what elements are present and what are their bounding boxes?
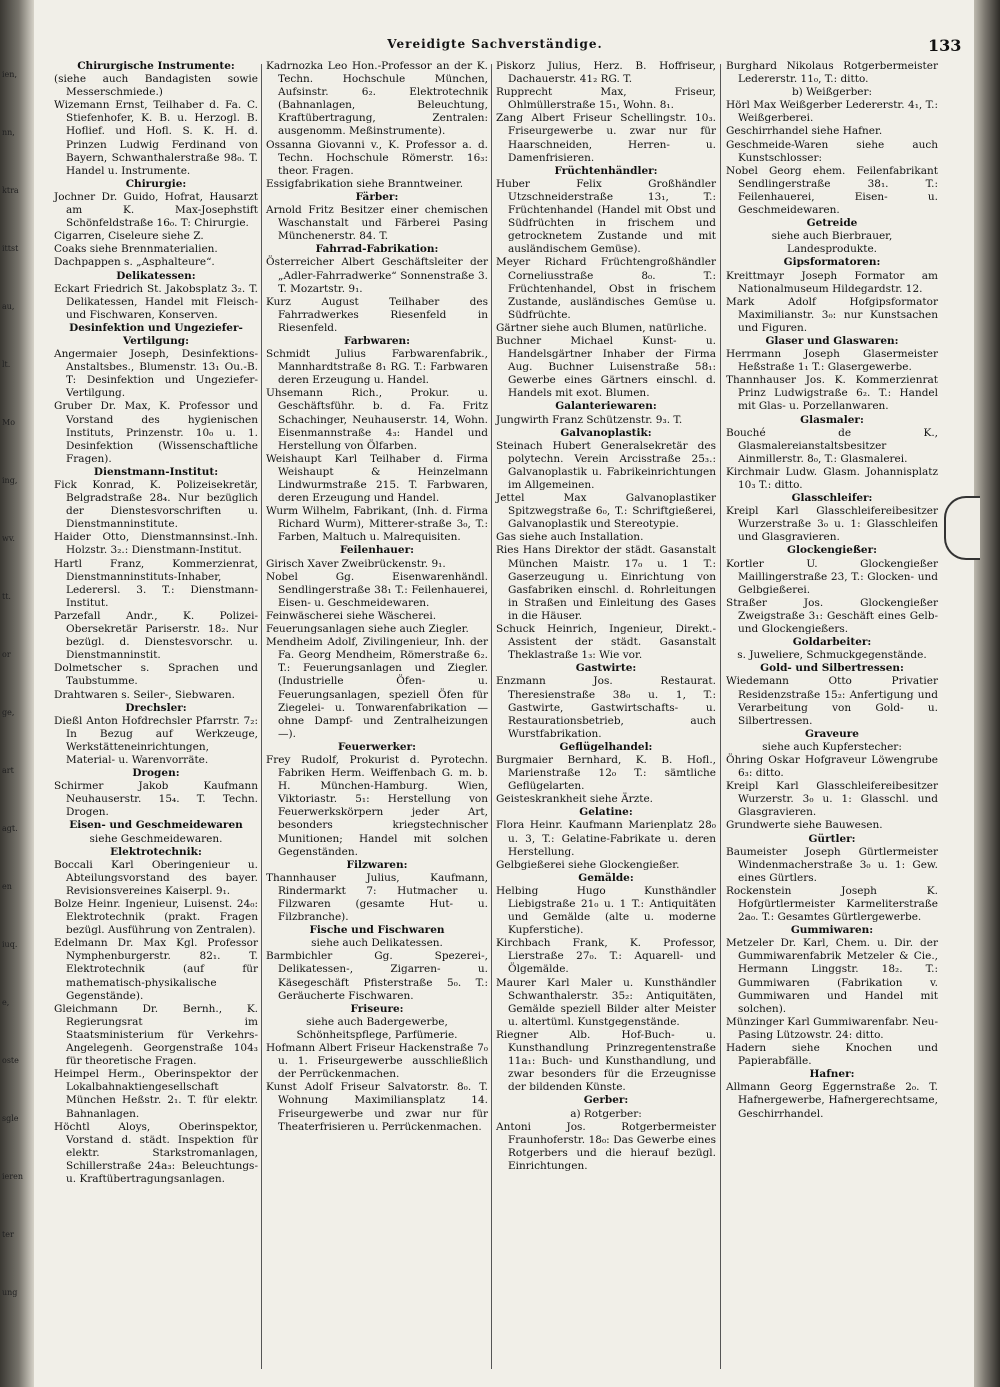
directory-entry: Coaks siehe Brennmaterialien. bbox=[54, 243, 218, 256]
directory-entry: Enzmann Jos. Restaurat. Theresienstraße 38₀ u. 1, T.: Gastwirte, Gastwirtschafts- u. Restaurationsbetrieb, auch Wurstfabrikation. bbox=[496, 675, 716, 740]
adjacent-page-fragment: ien, bbox=[2, 70, 17, 79]
adjacent-page-fragment: oste bbox=[2, 1056, 19, 1065]
directory-entry: Geschmeide-Waren siehe auch Kunstschlosser: bbox=[726, 138, 938, 164]
directory-entry: Jungwirth Franz Schützenstr. 9₃. T. bbox=[496, 413, 683, 426]
directory-entry: Hartl Franz, Kommerzienrat, Dienstmanninstituts-Inhaber, Lederersl. 3. T.: Dienstmann-Institut. bbox=[54, 557, 258, 609]
directory-entry: Meyer Richard Früchtengroßhändler Corneliusstraße 8₀. T.: Früchtenhandel, Obst in frischem Zustande, ausländisches Gemüse u. Südfrüchte. bbox=[496, 256, 716, 321]
directory-entry: Baumeister Joseph Gürtlermeister Windenmacherstraße 3₀ u. 1: Gew. eines Gürtlers. bbox=[726, 845, 938, 884]
section-heading: Färber: bbox=[355, 190, 399, 203]
directory-entry: Burghard Nikolaus Rotgerbermeister Ledererstr. 11₀, T.: ditto. bbox=[726, 60, 938, 86]
directory-entry: Burgmaier Bernhard, K. B. Hofl., Marienstraße 12₀ T.: sämtliche Geflügelarten. bbox=[496, 753, 716, 793]
directory-entry: Öhring Oskar Hofgraveur Löwengrube 6₃: ditto. bbox=[726, 753, 938, 780]
directory-entry: Edelmann Dr. Max Kgl. Professor Nymphenburgerstr. 82₁. T. Elektrotechnik (auf für mathematisch-physikalische Gegenstände). bbox=[54, 937, 258, 1002]
adjacent-page-edge-left bbox=[0, 0, 34, 1387]
adjacent-page-fragment: en bbox=[2, 882, 12, 891]
directory-entry: Dolmetscher s. Sprachen und Taubstumme. bbox=[54, 662, 258, 688]
directory-entry: Parzefall Andr., K. Polizei-Obersekretär Pariserstr. 18₂. Nur bezügl. d. Dienstesvorschr. u. Dienstmanninstit. bbox=[54, 609, 258, 662]
section-heading: Fahrrad-Fabrikation: bbox=[315, 243, 439, 256]
directory-entry: Boccali Karl Oberingenieur u. Abteilungsvorstand des bayer. Revisionsvereines Kaiserpl. 9₁. bbox=[54, 858, 258, 897]
page-number: 133 bbox=[928, 36, 962, 55]
column-4 bbox=[726, 60, 938, 1121]
directory-entry: Straßer Jos. Glockengießer Zweigstraße 3₁: Geschäft eines Gelb- und Glockengießers. bbox=[726, 596, 938, 636]
directory-entry: Allmann Georg Eggernstraße 2₀. T. Hafnergewerbe, Hafnergerechtsame, Geschirrhandel. bbox=[726, 1081, 938, 1120]
section-heading: Galvanoplastik: bbox=[560, 426, 652, 439]
directory-entry: Kadrnozka Leo Hon.-Professor an der K. Techn. Hochschule München, Aufsinstr. 6₂. Elektrotechnik (Bahnanlagen, Beleuchtung, Kraftübertragung, Zentralen: ausgenomm. Meßinstrumente). bbox=[266, 60, 488, 138]
directory-entry: Weishaupt Karl Teilhaber d. Firma Weishaupt & Heinzelmann Lindwurmstraße 215. T. Farbwaren, deren Erzeugung und Handel. bbox=[266, 452, 488, 505]
directory-entry: Frey Rudolf, Prokurist d. Pyrotechn. Fabriken Herm. Weiffenbach G. m. b. H. München-Hamburg. Wien, Viktoriastr. 5₁: Herstellung von Feuerwerkskörpern jeder Art, besonders kriegstechnischer Munitionen; Handel mit solchen Gegenständen. bbox=[266, 753, 488, 858]
adjacent-page-fragment: nn, bbox=[2, 128, 15, 137]
directory-entry: Bolze Heinr. Ingenieur, Luisenst. 24₀: Elektrotechnik (prakt. Fragen bezügl. Ausführung von Zentralen). bbox=[54, 898, 258, 937]
directory-entry: Feinwäscherei siehe Wäscherei. bbox=[266, 609, 437, 622]
directory-entry: Münzinger Karl Gummiwarenfabr. Neu-Pasing Lützowstr. 24: ditto. bbox=[726, 1015, 938, 1041]
directory-entry: Herrmann Joseph Glasermeister Heßstraße 1₁ T.: Glasergewerbe. bbox=[726, 348, 938, 374]
directory-entry: Piskorz Julius, Herz. B. Hoffriseur, Dachauerstr. 41₂ RG. T. bbox=[496, 60, 716, 86]
adjacent-page-fragment: agt. bbox=[2, 824, 18, 833]
directory-entry: Eckart Friedrich St. Jakobsplatz 3₂. T. Delikatessen, Handel mit Fleisch- und Fischwaren, Konserven. bbox=[54, 282, 258, 321]
adjacent-page-fragment: ittst bbox=[2, 244, 19, 253]
directory-entry: Arnold Fritz Besitzer einer chemischen Waschanstalt und Färberei Pasing Münchenerstr. 84. T. bbox=[266, 204, 488, 243]
directory-entry: Ossanna Giovanni v., K. Professor a. d. Techn. Hochschule Römerstr. 16₃: theor. Fragen. bbox=[266, 138, 488, 177]
directory-entry: Höchtl Aloys, Oberinspektor, Vorstand d. städt. Inspektion für elektr. Starkstromanlagen, Schillerstraße 24a₃: Beleuchtungs- u. Kraftübertragungsanlagen. bbox=[54, 1120, 258, 1185]
directory-entry: Steinach Hubert Generalsekretär des polytechn. Verein Arcisstraße 25₃.: Galvanoplastik u. Fabrikeinrichtungen im Allgemeinen. bbox=[496, 439, 716, 491]
section-heading: Filzwaren: bbox=[346, 858, 408, 871]
directory-entry: Kunst Adolf Friseur Salvatorstr. 8₀. T. Wohnung Maximiliansplatz 14. Friseurgewerbe und zwar nur für Theaterfrisieren u. Perrückenmachen. bbox=[266, 1081, 488, 1133]
directory-entry: Geisteskrankheit siehe Ärzte. bbox=[496, 793, 654, 806]
section-heading: Gastwirte: bbox=[575, 662, 637, 675]
section-heading: Glasmaler: bbox=[800, 413, 864, 426]
adjacent-page-fragment: ieren bbox=[2, 1172, 24, 1181]
adjacent-page-fragment: ing, bbox=[2, 476, 18, 485]
section-heading: Gelatine: bbox=[579, 806, 633, 819]
column-3 bbox=[496, 60, 716, 1173]
section-heading: Delikatessen: bbox=[116, 269, 196, 282]
directory-entry: Kortler U. Glockengießer Maillingerstraße 23, T.: Glocken- und Gelbgießerei. bbox=[726, 557, 938, 596]
directory-entry: Wiedemann Otto Privatier Residenzstraße 15₂: Anfertigung und Verarbeitung von Gold- u. Silbertressen. bbox=[726, 675, 938, 727]
directory-entry: Wizemann Ernst, Teilhaber d. Fa. C. Stiefenhofer, K. B. u. Herzogl. B. Hoflief. und Hofl. S. K. H. d. Prinzen Ludwig Ferdinand von Bayern, Schwanthalerstraße 98₀. T. Handel u. Instrumente. bbox=[54, 99, 258, 177]
directory-entry: (siehe auch Bandagisten sowie Messerschmiede.) bbox=[54, 73, 258, 99]
adjacent-page-fragment: wv. bbox=[2, 534, 15, 543]
adjacent-page-fragment: art bbox=[2, 766, 14, 775]
section-heading: Gerber: bbox=[583, 1094, 629, 1107]
cross-reference: siehe auch Bierbrauer, Landesprodukte. bbox=[771, 230, 893, 256]
directory-entry: Gelbgießerei siehe Glockengießer. bbox=[496, 858, 680, 871]
directory-entry: Buchner Michael Kunst- u. Handelsgärtner Inhaber der Firma Aug. Buchner Luisenstraße 58₁: Gewerbe eines Gärtners einschl. d. Handels mit exot. Blumen. bbox=[496, 334, 716, 400]
section-heading: Chirurgie: bbox=[125, 177, 187, 190]
directory-entry: Metzeler Dr. Karl, Chem. u. Dir. der Gummiwarenfabrik Metzeler & Cie., Hermann Linggstr. 18₂. T.: Gummiwaren (Fabrikation v. Gummiwaren und Handel mit solchen). bbox=[726, 937, 938, 1015]
adjacent-page-fragment: tt. bbox=[2, 592, 11, 601]
directory-entry: Kirchbach Frank, K. Professor, Lierstraße 27₀. T.: Aquarell- und Ölgemälde. bbox=[496, 937, 716, 976]
directory-entry: Dachpappen s. „Asphalteure“. bbox=[54, 256, 215, 269]
directory-entry: Österreicher Albert Geschäftsleiter der „Adler-Fahrradwerke“ Sonnenstraße 3. T. Mozartstr. 9₁. bbox=[266, 256, 488, 295]
directory-entry: Heimpel Herm., Oberinspektor der Lokalbahnaktiengesellschaft München Heßstr. 2₁. T. für elektr. Bahnanlagen. bbox=[54, 1068, 258, 1120]
section-heading: Chirurgische Instrumente: bbox=[77, 60, 235, 72]
section-heading: Feilenhauer: bbox=[339, 544, 414, 557]
directory-entry: Ries Hans Direktor der städt. Gasanstalt München Maistr. 17₀ u. 1 T.: Gaserzeugung u. Einrichtung von Gasfabriken einschl. d. Rohrleitungen in Straßen und Einleitung des Gases in die Häuser. bbox=[496, 544, 716, 622]
directory-entry: Riegner Alb. Hof-Buch- u. Kunsthandlung Prinzregentenstraße 11a₁: Buch- und Kunsthandlung, und zwar besonders für die Erzeugnisse der bildenden Künste. bbox=[496, 1028, 716, 1094]
directory-entry: Gas siehe auch Installation. bbox=[496, 531, 644, 544]
cross-reference: siehe auch Badergewerbe, Schönheitspflege, Parfümerie. bbox=[296, 1015, 458, 1041]
directory-entry: Essigfabrikation siehe Branntweiner. bbox=[266, 177, 464, 190]
column-rule-2 bbox=[491, 64, 492, 1369]
directory-entry: Gärtner siehe auch Blumen, natürliche. bbox=[496, 321, 707, 334]
directory-entry: Thannhauser Julius, Kaufmann, Rindermarkt 7: Hutmacher u. Filzwaren (gesamte Hut- u. Filzbranche). bbox=[266, 871, 488, 924]
directory-entry: Jochner Dr. Guido, Hofrat, Hausarzt am K. Max-Josephstift Schönfeldstraße 16₀. T: Chirurgie. bbox=[54, 190, 258, 230]
directory-entry: Rockenstein Joseph K. Hofgürtlermeister Karmeliterstraße 2a₀. T.: Gesamtes Gürtlergewerbe. bbox=[726, 884, 938, 924]
section-heading: Galanteriewaren: bbox=[555, 400, 657, 413]
section-heading: Getreide bbox=[806, 217, 858, 230]
directory-entry: Nobel Georg ehem. Feilenfabrikant Sendlingerstraße 38₁. T.: Feilenhauerei, Eisen- u. Geschmeidewaren. bbox=[726, 164, 938, 217]
section-heading: Früchtenhändler: bbox=[554, 164, 658, 177]
directory-entry: Rupprecht Max, Friseur, Ohlmüllerstraße 15₁, Wohn. 8₁. bbox=[496, 86, 716, 112]
directory-entry: Drahtwaren s. Seiler-, Siebwaren. bbox=[54, 688, 235, 701]
section-heading: Dienstmann-Institut: bbox=[93, 465, 219, 478]
directory-entry: Kreipl Karl Glasschleifereibesitzer Wurzerstraße 3₀ u. 1: Glasschleifen und Glasgravieren. bbox=[726, 505, 938, 544]
directory-entry: Gruber Dr. Max, K. Professor und Vorstand des hygienischen Instituts, Prinzenstr. 10₀ u. 1. Desinfektion (Wissenschaftliche Fragen). bbox=[54, 400, 258, 465]
directory-entry: Feuerungsanlagen siehe auch Ziegler. bbox=[266, 623, 469, 636]
section-heading: Drogen: bbox=[132, 767, 180, 780]
section-heading: Desinfektion und Ungeziefer-Vertilgung: bbox=[69, 321, 243, 347]
section-heading: Friseure: bbox=[350, 1002, 404, 1015]
adjacent-page-fragment: e, bbox=[2, 998, 10, 1007]
directory-entry: Kurz August Teilhaber des Fahrradwerkes Riesenfeld in Riesenfeld. bbox=[266, 295, 488, 334]
directory-entry: Schuck Heinrich, Ingenieur, Direkt.-Assistent der städt. Gasanstalt Theklastraße 1₃: Wie vor. bbox=[496, 623, 716, 662]
adjacent-page-fragment: ktra bbox=[2, 186, 19, 195]
cross-reference: siehe auch Kupferstecher: bbox=[762, 740, 902, 753]
cross-reference: siehe auch Delikatessen. bbox=[311, 937, 443, 950]
section-heading: Gold- und Silbertressen: bbox=[760, 662, 904, 675]
section-heading: Drechsler: bbox=[125, 701, 187, 714]
cross-reference: b) Weißgerber: bbox=[791, 86, 873, 99]
directory-entry: Haider Otto, Dienstmannsinst.-Inh. Holzstr. 3₂.: Dienstmann-Institut. bbox=[54, 531, 258, 557]
section-heading: Elektrotechnik: bbox=[110, 845, 202, 858]
directory-entry: Huber Felix Großhändler Utzschneiderstraße 13₁, T.: Früchtenhandel (Handel mit Obst und Südfrüchten in frischem und getrocknetem Zustande und mit ausländischem Gemüse). bbox=[496, 177, 716, 256]
directory-entry: Schmidt Julius Farbwarenfabrik., Mannhardtstraße 8₁ RG. T.: Farbwaren deren Erzeugung u. Handel. bbox=[266, 348, 488, 387]
directory-entry: Hörl Max Weißgerber Ledererstr. 4₁, T.: Weißgerberei. bbox=[726, 99, 938, 125]
adjacent-page-fragment: iuq. bbox=[2, 940, 18, 949]
directory-entry: Schirmer Jakob Kaufmann Neuhauserstr. 15₄. T. Techn. Drogen. bbox=[54, 780, 258, 819]
adjacent-page-fragment: or bbox=[2, 650, 11, 659]
directory-entry: Barmbichler Gg. Spezerei-, Delikatessen-, Zigarren- u. Käsegeschäft Pfisterstraße 5₀. T.: Geräucherte Fischwaren. bbox=[266, 950, 488, 1002]
directory-entry: Hofmann Albert Friseur Hackenstraße 7₀ u. 1. Friseurgewerbe ausschließlich der Perrückenmachen. bbox=[266, 1042, 488, 1081]
directory-entry: Girisch Xaver Zweibrückenstr. 9₁. bbox=[266, 557, 446, 570]
cross-reference: s. Juweliere, Schmuckgegenstände. bbox=[737, 649, 927, 662]
section-heading: Fische und Fischwaren bbox=[309, 924, 445, 937]
directory-entry: Fick Konrad, K. Polizeisekretär, Belgradstraße 28₄. Nur bezüglich der Dienstesvorschriften u. Dienstmanninstitute. bbox=[54, 479, 258, 531]
directory-entry: Angermaier Joseph, Desinfektions-Anstaltsbes., Blumenstr. 13₁ Ou.-B. T: Desinfektion und Ungeziefer-Vertilgung. bbox=[54, 348, 258, 400]
column-rule-3 bbox=[720, 64, 721, 1369]
section-heading: Geflügelhandel: bbox=[559, 740, 653, 753]
directory-entry: Wurm Wilhelm, Fabrikant, (Inh. d. Firma Richard Wurm), Mitterer-straße 3₀, T.: Farben, Maltuch u. Malrequisiten. bbox=[266, 505, 488, 544]
adjacent-page-fragment: au, bbox=[2, 302, 15, 311]
adjacent-page-fragment: sgle bbox=[2, 1114, 19, 1123]
section-heading: Glaser und Glaswaren: bbox=[765, 334, 899, 347]
adjacent-page-fragment: Mo bbox=[2, 418, 16, 427]
directory-entry: Jettel Max Galvanoplastiker Spitzwegstraße 6₀, T.: Schriftgießerei, Galvanoplastik und Stereotypie. bbox=[496, 492, 716, 531]
directory-entry: Maurer Karl Maler u. Kunsthändler Schwanthalerstr. 35₂: Antiquitäten, Gemälde speziell Bilder alter Meister u. altertüml. Kunstgegenstände. bbox=[496, 976, 716, 1028]
directory-entry: Nobel Gg. Eisenwarenhändl. Sendlingerstraße 38₁ T.: Feilenhauerei, Eisen- u. Geschmeidewaren. bbox=[266, 570, 488, 609]
directory-entry: Antoni Jos. Rotgerbermeister Fraunhoferstr. 18₀: Das Gewerbe eines Rotgerbers und die hierauf bezügl. Einrichtungen. bbox=[496, 1120, 716, 1172]
thumb-index-tab bbox=[944, 496, 980, 560]
section-heading: Goldarbeiter: bbox=[792, 636, 872, 649]
directory-entry: Mendheim Adolf, Zivilingenieur, Inh. der Fa. Georg Mendheim, Römerstraße 6₂. T.: Feuerungsanlagen und Ziegler. (Industrielle Öfen- u. Feuerungsanlagen, speziell Öfen für Ziegelei- u. Tonwarenfabrikation — ohne Dampf- und Zentralheizungen —). bbox=[266, 636, 488, 740]
directory-entry: Bouché de K., Glasmalereianstaltsbesitzer Ainmillerstr. 8₀, T.: Glasmalerei. bbox=[726, 426, 938, 465]
adjacent-page-fragment: ge, bbox=[2, 708, 15, 717]
directory-entry: Mark Adolf Hofgipsformator Maximilianstr. 3₀: nur Kunstsachen und Figuren. bbox=[726, 295, 938, 334]
directory-entry: Kreittmayr Joseph Formator am Nationalmuseum Hildegardstr. 12. bbox=[726, 269, 938, 295]
directory-entry: Dießl Anton Hofdrechsler Pfarrstr. 7₂: In Bezug auf Werkzeuge, Werkstätteneinrichtungen, Material- u. Warenvorräte. bbox=[54, 714, 258, 766]
directory-entry: Zang Albert Friseur Schellingstr. 10₃. Friseurgewerbe u. zwar nur für Haarschneiden, Herren- u. Damenfrisieren. bbox=[496, 112, 716, 164]
adjacent-page-fragment: ung bbox=[2, 1288, 18, 1297]
column-2 bbox=[266, 60, 488, 1134]
section-heading: Gummiwaren: bbox=[790, 924, 874, 937]
section-heading: Gürtler: bbox=[808, 832, 856, 845]
section-heading: Gipsformatoren: bbox=[783, 256, 881, 269]
directory-entry: Flora Heinr. Kaufmann Marienplatz 28₀ u. 3, T.: Gelatine-Fabrikate u. deren Herstellung. bbox=[496, 819, 716, 858]
directory-entry: Uhsemann Rich., Prokur. u. Geschäftsführ. b. d. Fa. Fritz Schachinger, Neuhauserstr. 14, Wohn. Eisenmannstraße 4₃: Handel und Herstellung von Ölfarben. bbox=[266, 387, 488, 452]
cross-reference: siehe Geschmeidewaren. bbox=[89, 832, 223, 845]
directory-entry: Hadern siehe Knochen und Papierabfälle. bbox=[726, 1042, 938, 1068]
section-heading: Hafner: bbox=[809, 1068, 855, 1081]
directory-entry: Cigarren, Ciseleure siehe Z. bbox=[54, 230, 204, 243]
adjacent-page-fragment: ter bbox=[2, 1230, 14, 1239]
directory-entry: Grundwerte siehe Bauwesen. bbox=[726, 819, 883, 832]
directory-entry: Thannhauser Jos. K. Kommerzienrat Prinz Ludwigstraße 6₂. T.: Handel mit Glas- u. Porzellanwaren. bbox=[726, 374, 938, 413]
cross-reference: a) Rotgerber: bbox=[570, 1107, 642, 1120]
directory-entry: Kirchmair Ludw. Glasm. Johannisplatz 10₃ T.: ditto. bbox=[726, 465, 938, 491]
section-heading: Glasschleifer: bbox=[791, 492, 873, 505]
directory-entry: Gleichmann Dr. Bernh., K. Regierungsrat im Staatsministerium für Verkehrs-Angelegenh. Georgenstraße 104₃ für theoretische Fragen. bbox=[54, 1002, 258, 1068]
section-heading: Feuerwerker: bbox=[337, 740, 417, 753]
section-heading: Gemälde: bbox=[578, 871, 634, 884]
adjacent-page-fragment: lt. bbox=[2, 360, 11, 369]
book-edge-right bbox=[974, 0, 1000, 1387]
running-title: Vereidigte Sachverständige. bbox=[387, 37, 603, 51]
section-heading: Graveure bbox=[805, 727, 859, 740]
section-heading: Eisen- und Geschmeidewaren bbox=[69, 819, 243, 832]
column-rule-1 bbox=[261, 64, 262, 1369]
directory-entry: Kreipl Karl Glasschleifereibesitzer Wurzerstr. 3₀ u. 1: Glasschl. und Glasgravieren. bbox=[726, 780, 938, 819]
section-heading: Glockengießer: bbox=[786, 544, 878, 557]
section-heading: Farbwaren: bbox=[343, 334, 411, 347]
directory-entry: Geschirrhandel siehe Hafner. bbox=[726, 125, 883, 138]
directory-entry: Helbing Hugo Kunsthändler Liebigstraße 21₀ u. 1 T.: Antiquitäten und Gemälde (alte u. moderne Kupferstiche). bbox=[496, 884, 716, 937]
column-1 bbox=[54, 60, 258, 1186]
